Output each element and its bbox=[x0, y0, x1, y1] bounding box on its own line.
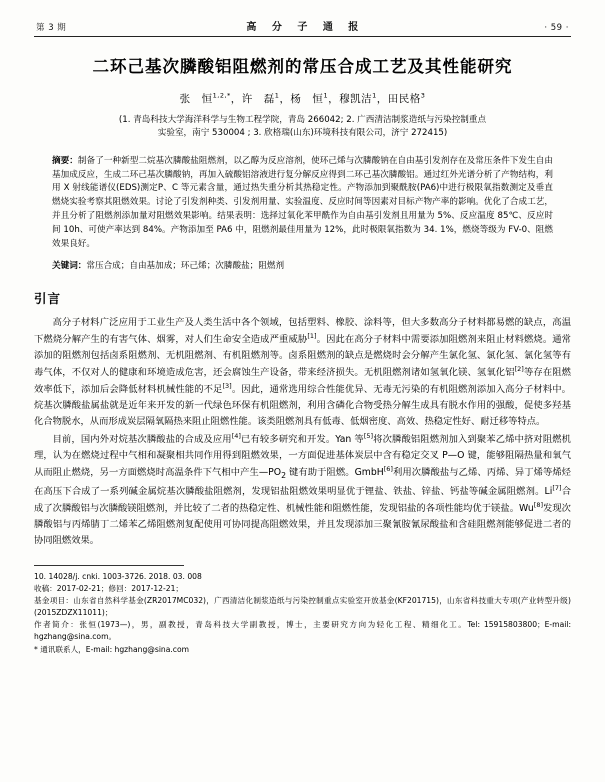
footnote-corresponding-author: * 通讯联系人，E-mail: hgzhang@sina.com bbox=[34, 644, 190, 654]
affiliation-line: 实验室，南宁 530004 ; 3. 欣格瑞(山东)环境科技有限公司，济宁 272415) bbox=[157, 128, 448, 139]
footnote-author-bio: 作者简介：张恒(1973—)，男，副教授，青岛科技大学副教授，博士，主要研究方向为轻化工程、精细化工。Tel: 15915803800；E-mail: hgzhang@sina.com。 bbox=[34, 620, 571, 642]
affiliation-line: (1. 青岛科技大学海洋科学与生物工程学院，青岛 266042; 2. 广西清洁制浆造纸与污染控制重点 bbox=[118, 115, 487, 125]
affiliations bbox=[54, 114, 551, 141]
author-list: 张 恒$^{1,2,*}$，许 磊$^1$，杨 恒$^1$，穆凯洁$^1$，田民格$^3$ bbox=[179, 91, 426, 105]
page-number: · 59 · bbox=[544, 23, 569, 33]
footnote-dates: 收稿：2017-02-21；修回：2017-12-21； bbox=[34, 583, 184, 593]
abstract-label: 摘要： bbox=[52, 155, 78, 166]
footnote-doi: 10. 14028/j. cnki. 1003-3726. 2018. 03. 008 bbox=[34, 571, 202, 581]
footnote-funding: 基金项目：山东省自然科学基金(ZR2017MC032)，广西清洁化制浆造纸与污染控制重点实验室开放基金(KF201715)，山东省科技重大专项(产业转型升级)(2015ZDZX11011)； bbox=[34, 596, 571, 618]
journal-name: 高 分 子 通 报 bbox=[246, 22, 365, 33]
abstract-text: 制备了一种新型二烷基次膦酸盐阻燃剂，以乙醇为反应溶剂，使环己烯与次膦酸钠在自由基引发剂存在及常压条件下发生自由基加成反应，生成二环己基次膦酸钠，再加入硫酸铝溶液进行复分解反应得到二环己基次膦酸铝。通过红外光谱分析了产物结构，利用 X 射线能谱仪(EDS)测定P、C 等元素含量，通过热失重分析其热稳定性。产物添加到聚酰胺(PA6)中进行极限氧指数测定及垂直燃烧实验考察其阻燃效果。讨论了引发剂种类、引发剂用量、实验温度、反应时间等因素对目标产物产率的影响。优化了合成工艺，并且分析了阻燃剂添加量对阻燃效果影响。结果表明：选择过氧化苯甲酰作为自由基引发剂且用量为 5%、反应温度 85℃、反应时间 10h、可使产率达到 84%。产物添加至 PA6 中，阻燃剂最佳用量为 12%，此时极限氧指数为 34. 1%，燃烧等级为 FV-0、阻燃效果良好。 bbox=[52, 155, 553, 250]
abstract bbox=[52, 155, 553, 252]
body-paragraph: 目前，国内外对烷基次膦酸盐的合成及应用[4]已有较多研究和开发。Yan 等[5]将次膦酸铝阻燃剂加入到聚苯乙烯中挤对阻燃机理，认为在燃烧过程中气相和凝聚相共同作用得到阻燃效果，一方面促进基体炭层中含有稳定交叉 P—O 键，能够阻隔热量和氧气从而阻止燃烧，另一方面燃烧时高温条件下气相中产生$—PO_2$ 键有助于阻燃。GmbH[6]利用次膦酸盐与乙烯、丙烯、异丁烯等烯烃在高压下合成了一系列碱金属烷基次膦酸盐阻燃剂，发现铝盐阻燃效果明显优于锂盐、铁盐、锌盐、钙盐等碱金属阻燃剂。Li[7]合成了次膦酸铝与次膦酸镁阻燃剂，并比较了二者的热稳定性、机械性能和阻燃性能，发现铝盐的各项性能均优于镁盐。Wu[8]发现次膦酸铝与丙烯腈丁二烯苯乙烯阻燃剂复配使用可协同提高阻燃效果，并且发现添加三聚氰胺氰尿酸盐和含硅阻燃剂能够促进二者的协同阻燃效果。 bbox=[34, 432, 571, 546]
page-title: 二环己基次膦酸铝阻燃剂的常压合成工艺及其性能研究 bbox=[92, 57, 513, 76]
keywords-label: 关键词： bbox=[52, 261, 87, 272]
keywords-text: 常压合成；自由基加成；环己烯；次膦酸盐；阻燃剂 bbox=[86, 261, 285, 272]
keywords bbox=[52, 259, 553, 271]
section-heading-introduction: 引言 bbox=[34, 291, 62, 307]
footnotes bbox=[34, 565, 571, 656]
footnote-divider bbox=[34, 565, 184, 566]
issue-label: 第 3 期 bbox=[36, 23, 67, 33]
body-paragraph: 高分子材料广泛应用于工业生产及人类生活中各个领域，包括塑料、橡胶、涂料等，但大多数高分子材料都易燃的缺点，高温下燃烧分解产生的有害气体、烟雾，对人们生命安全造成严重威胁[1]。因此在高分子材料中需要添加阻燃剂来阻止材料燃烧。通常添加的阻燃剂包括卤系阻燃剂、无机阻燃剂、有机阻燃剂等。卤系阻燃剂的缺点是燃烧时会分解产生氯化氢、氯化氢、氯化氢等有毒气体，不仅对人的健康和环境造成危害，还会腐蚀生产设备，带来经济损失。无机阻燃剂诸如氢氧化镁、氢氧化铝[2]等存在阻燃效率低下，添加后会降低材料机械性能的不足[3]。因此，通常选用综合性能优异、无毒无污染的有机阻燃剂添加入高分子材料中。烷基次膦酸盐属盐就是近年来开发的新一代绿色环保有机阻燃剂，利用含磷化合物受热分解生成具有脱水作用的强酸，促使多羟基化合物脱水，从而形成炭层隔氧隔热来阻止阻燃性能。该类阻燃剂具有低毒、低烟密度、高效、热稳定性好、耐迁移等特点。 bbox=[34, 317, 571, 428]
header-divider bbox=[34, 36, 571, 37]
running-head bbox=[34, 18, 571, 36]
